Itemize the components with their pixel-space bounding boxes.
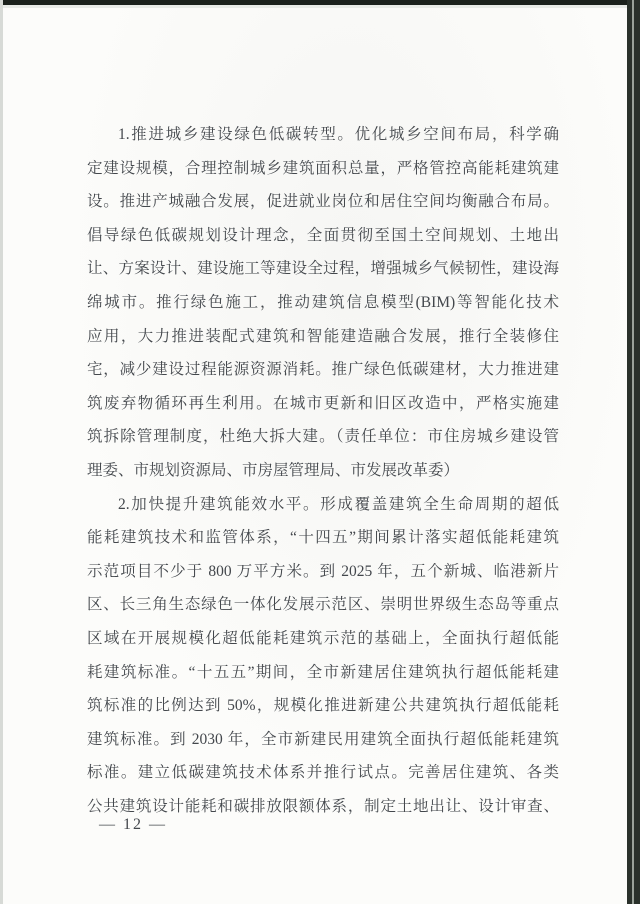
text-line: 建筑标准。到 2030 年，全市新建民用建筑全面执行超低能耗建筑 — [87, 730, 559, 748]
scan-edge-right-highlight — [632, 0, 634, 904]
text-line: 区域在开展规模化超低能耗建筑示范的基础上，全面执行超低能 — [87, 629, 559, 647]
text-line: 倡导绿色低碳规划设计理念，全面贯彻至国土空间规划、土地出 — [87, 226, 559, 244]
text-line: 公共建筑设计能耗和碳排放限额体系，制定土地出让、设计审查、 — [87, 797, 559, 815]
paragraph-1 — [87, 118, 559, 488]
text-line: 定建设规模，合理控制城乡建筑面积总量，严格管控高能耗建筑建 — [87, 159, 559, 177]
paragraph-2 — [87, 488, 559, 824]
text-line: 筑拆除管理制度，杜绝大拆大建。（责任单位：市住房城乡建设管 — [87, 428, 559, 446]
text-line: 示范项目不少于 800 万平方米。到 2025 年，五个新城、临港新片 — [87, 562, 559, 580]
text-line: 设。推进产城融合发展，促进就业岗位和居住空间均衡融合布局。 — [87, 193, 559, 211]
page-number: — 12 — — [99, 816, 167, 833]
scan-edge-right — [627, 0, 640, 904]
text-line: 2.加快提升建筑能效水平。形成覆盖建筑全生命周期的超低 — [118, 495, 559, 513]
text-line: 筑标准的比例达到 50%，规模化推进新建公共建筑执行超低能耗 — [87, 697, 559, 715]
text-line: 耗建筑标准。“十五五”期间，全市新建居住建筑执行超低能耗建 — [87, 663, 559, 681]
text-line: 绵城市。推行绿色施工，推动建筑信息模型(BIM)等智能化技术 — [87, 293, 559, 311]
text-block — [87, 118, 559, 823]
text-line: 宅，减少建设过程能源资源消耗。推广绿色低碳建材，大力推进建 — [87, 361, 559, 379]
scan-edge-top-highlight — [0, 5, 640, 8]
text-line: 区、长三角生态绿色一体化发展示范区、崇明世界级生态岛等重点 — [87, 596, 559, 614]
scan-edge-left — [0, 0, 3, 904]
text-line: 筑废弃物循环再生利用。在城市更新和旧区改造中，严格实施建 — [87, 394, 559, 412]
text-line: 理委、市规划资源局、市房屋管理局、市发展改革委） — [87, 461, 460, 479]
text-line: 标准。建立低碳建筑技术体系并推行试点。完善居住建筑、各类 — [87, 764, 559, 782]
text-line: 让、方案设计、建设施工等建设全过程，增强城乡气候韧性，建设海 — [87, 260, 559, 278]
text-line: 能耗建筑技术和监管体系，“十四五”期间累计落实超低能耗建筑 — [87, 529, 559, 547]
text-line: 1.推进城乡建设绿色低碳转型。优化城乡空间布局，科学确 — [118, 126, 559, 143]
text-line: 应用，大力推进装配式建筑和智能建造融合发展，推行全装修住 — [87, 327, 559, 345]
